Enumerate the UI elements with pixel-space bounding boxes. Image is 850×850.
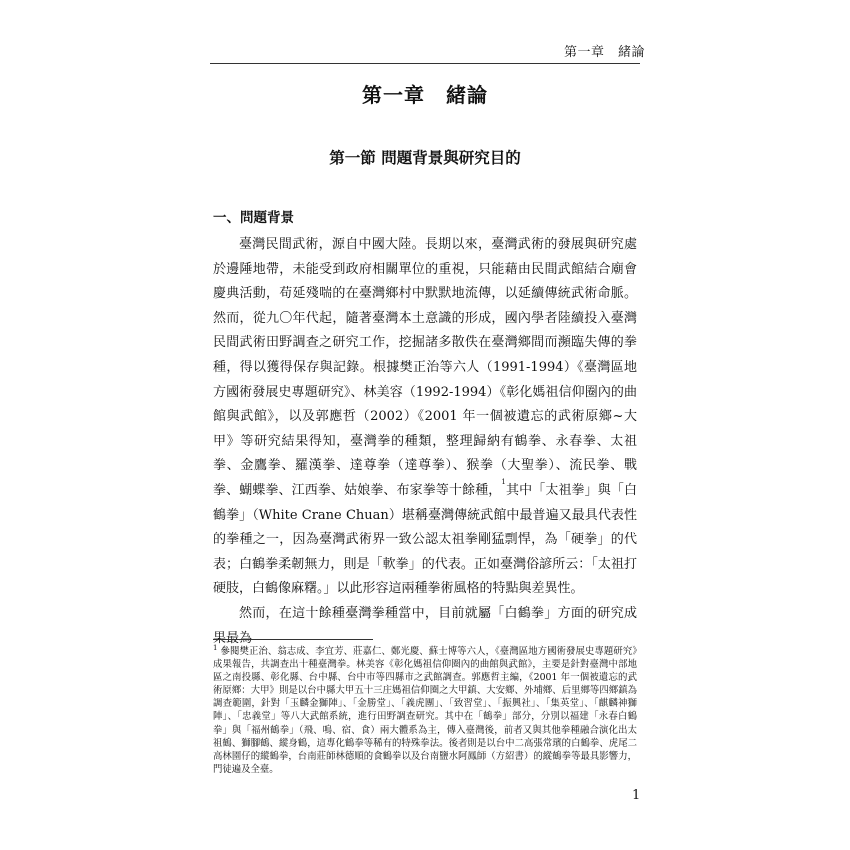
section-title: 第一節 問題背景與研究目的 [329, 148, 521, 167]
body-text [213, 233, 637, 651]
paragraph-2: 然而，在這十餘種臺灣拳種當中，目前就屬「白鶴拳」方面的研究成果最為 [213, 605, 637, 646]
footnote-rule [213, 639, 373, 640]
chapter-title: 第一章 緒論 [362, 83, 488, 107]
paragraph-1-continued: 其中「太祖拳」與「白鶴拳」（White Crane Chuan）堪稱臺灣傳統武館中最普遍又最具代表性的拳種之一，因為臺灣武術界一致公認太祖拳剛猛剽悍，為「硬拳」的代表；白鶴拳柔韌無力，則是「軟拳」的代表。正如臺灣俗諺所云：「太祖打硬肢，白鶴像麻糬。」以此形容這兩種拳術風格的特點與差異性。 [213, 482, 637, 597]
footnote-text: 參閱樊正治、翁志成、李宜芳、莊嘉仁、鄭光慶、蘇士博等六人，《臺灣區地方國術發展史專題研究》成果報告，共調查出十種臺灣拳。林美容《彰化媽祖信仰圈內的曲館與武館》，主要是針對臺灣中部地區之南投縣、彰化縣、台中縣、台中市等四縣市之武館調查。郭應哲主編，《2001 年一個被遺忘的武術原鄉：大甲》則是以台中縣大甲五十三庄媽祖信仰圈之大甲鎮、大安鄉、外埔鄉、后里鄉等四鄉鎮為調查範圍，針對「玉麟金獅陣」、「金勝堂」、「義虎團」、「致習堂」、「振興社」、「集英堂」、「麒麟神獅陣」、「忠義堂」等八大武館系統，進行田野調查研究。其中在「鶴拳」部分，分別以福建「永春白鶴拳」與「福州鶴拳」（飛、鳴、宿、食）兩大體系為主，傳入臺灣後，前者又與其他拳種融合演化出太祖鶴、獅腳鶴、縱身鶴，這專化鶴拳等稀有的特殊拳法。後者則是以台中二高張常璸的白鶴拳、虎尾二高林園仔的縱鶴拳，台南莊師林德順的食鶴拳以及台南鹽水阿鳳師（方紹書）的縱鶴拳等最具影響力，門徒遍及全臺。 [213, 646, 637, 775]
header-rule [210, 63, 640, 64]
paragraph-1-text: 臺灣民間武術，源自中國大陸。長期以來，臺灣武術的發展與研究處於邊陲地帶，未能受到政府相關單位的重視，只能藉由民間武館結合廟會慶典活動，苟延殘喘的在臺灣鄉村中默默地流傳，以延續傳統武術命脈。然而，從九〇年代起，隨著臺灣本土意識的形成，國內學者陸續投入臺灣民間武術田野調查之研究工作，挖掘諸多散佚在臺灣鄉間而瀕臨失傳的拳種，得以獲得保存與記錄。根據樊正治等六人（1991-1994）《臺灣區地方國術發展史專題研究》、林美容（1992-1994）《彰化媽祖信仰圈內的曲館與武館》，以及郭應哲（2002）《2001 年一個被遺忘的武術原鄉~大甲》等研究結果得知，臺灣拳的種類，整理歸納有鶴拳、永春拳、太祖拳、金鷹拳、羅漢拳、達尊拳（達尊拳）、猴拳（大聖拳）、流民拳、戰拳、蝴蝶拳、江西拳、姑娘拳、布家拳等十餘種， [213, 237, 637, 498]
page-number: 1 [632, 788, 641, 803]
footnote [213, 645, 637, 776]
paragraph-1 [213, 233, 637, 602]
running-header: 第一章 緒論 [563, 45, 645, 60]
footnote-reference: 1 [501, 477, 506, 486]
subsection-title: 一、問題背景 [213, 210, 294, 226]
footnote-marker: 1 [213, 644, 218, 652]
